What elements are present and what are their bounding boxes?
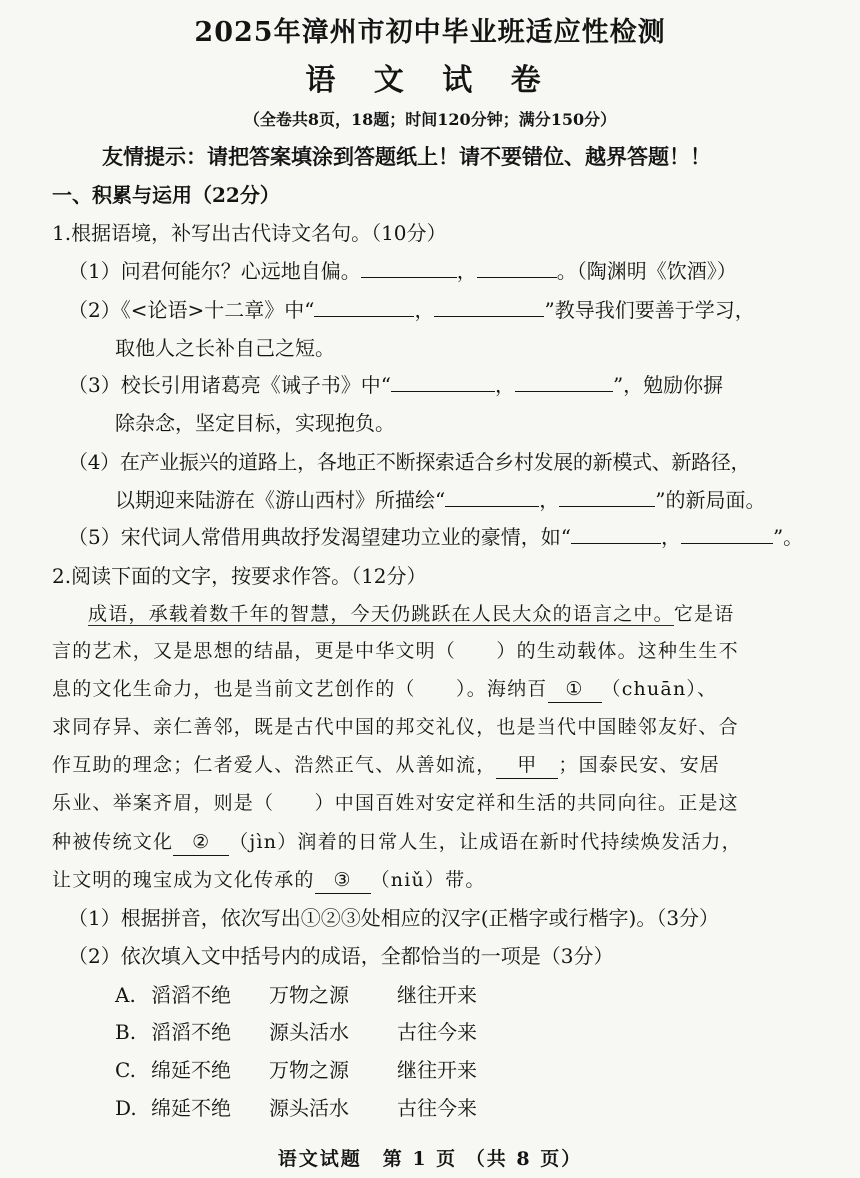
text: （5）宋代词人常借用典故抒发渴望建功立业的豪情，如“ — [68, 525, 571, 549]
text: ”，勉励你摒 — [612, 373, 724, 397]
passage-line-7 — [52, 829, 742, 856]
text: ；国泰民安、安居 — [558, 754, 721, 776]
option-label: B. — [115, 1020, 137, 1044]
passage-line-2: 言的艺术，又是思想的结晶，更是中华文明（ ）的生动载体。这种生生不 — [52, 640, 739, 662]
idiom-2: 源头活水 — [269, 1096, 349, 1120]
idiom-1: 滔滔不绝 — [151, 1020, 231, 1044]
option-label: D. — [115, 1096, 137, 1120]
idiom-2: 万物之源 — [269, 1058, 349, 1082]
idiom-3: 继往开来 — [397, 1058, 477, 1082]
option-label: C. — [115, 1058, 136, 1082]
page-footer: 语文试题 第 1 页 （共 8 页） — [277, 1148, 583, 1170]
text: （2）《<论语>十二章》中“ — [68, 298, 315, 322]
text: （niǔ）带。 — [370, 869, 486, 891]
q1-item-3 — [68, 372, 723, 398]
text: （1）问君何能尔？心远地自偏。 — [68, 259, 361, 283]
text: 种被传统文化 — [52, 831, 174, 853]
blank-marker-jia: 甲 — [496, 752, 558, 779]
passage-line-5 — [52, 752, 720, 779]
text: （jìn）润着的日常人生，让成语在新时代持续焕发活力， — [229, 831, 742, 853]
text: ”。 — [772, 525, 804, 549]
option-a — [115, 982, 477, 1008]
text: ， — [456, 259, 477, 283]
answer-blank — [571, 525, 661, 544]
text: ， — [414, 298, 435, 322]
answer-blank — [681, 525, 773, 544]
friendly-tip: 友情提示：请把答案填涂到答题纸上！请不要错位、越界答题！！ — [102, 144, 711, 169]
q2-sub-2: （2）依次填入文中括号内的成语，全都恰当的一项是（3分） — [68, 944, 614, 968]
text: ， — [494, 373, 515, 397]
text: 它是语 — [673, 603, 735, 625]
passage-line-6: 乐业、举案齐眉，则是（ ）中国百姓对安定祥和生活的共同向往。正是这 — [52, 792, 739, 814]
idiom-3: 古往今来 — [397, 1096, 477, 1120]
q1-item-3-cont: 除杂念，坚定目标，实现抱负。 — [115, 411, 395, 435]
underlined-sentence: 成语，承载着数千年的智慧，今天仍跳跃在人民大众的语言之中。 — [88, 603, 674, 625]
text: 。（陶渊明《饮酒》） — [556, 259, 737, 283]
blank-marker-3: ③ — [315, 867, 371, 894]
text: 让文明的瑰宝成为文化传承的 — [52, 869, 315, 891]
section-heading: 一、积累与运用（22分） — [52, 183, 280, 207]
q1-item-5 — [68, 524, 803, 550]
option-b — [115, 1019, 477, 1045]
blank-marker-2: ② — [173, 829, 229, 856]
text: 以期迎来陆游在《游山西村》所描绘“ — [115, 488, 446, 512]
idiom-1: 滔滔不绝 — [151, 983, 231, 1007]
exam-title: 2025年漳州市初中毕业班适应性检测 — [194, 17, 666, 48]
text: ， — [660, 525, 681, 549]
text: ”教导我们要善于学习， — [544, 298, 755, 322]
answer-blank — [445, 488, 539, 507]
text: 作互助的理念；仁者爱人、浩然正气、从善如流， — [52, 754, 497, 776]
passage-line-8 — [52, 867, 486, 894]
text: （3）校长引用诸葛亮《诫子书》中“ — [68, 373, 391, 397]
q1-item-1 — [68, 258, 737, 284]
idiom-2: 源头活水 — [269, 1020, 349, 1044]
option-label: A. — [115, 983, 136, 1007]
option-c — [115, 1057, 477, 1083]
q1-item-4: （4）在产业振兴的道路上，各地正不断探索适合乡村发展的新模式、新路径， — [68, 450, 751, 474]
text: 息的文化生命力，也是当前文艺创作的（ ）。海纳百 — [52, 678, 548, 700]
subject-title: 语 文 试 卷 — [305, 63, 555, 98]
answer-blank — [559, 488, 655, 507]
q2-sub-1: （1）根据拼音，依次写出①②③处相应的汉字(正楷字或行楷字)。（3分） — [68, 906, 720, 930]
answer-blank — [314, 298, 414, 317]
exam-info: （全卷共8页，18题；时间120分钟；满分150分） — [243, 110, 617, 129]
answer-blank — [515, 373, 613, 392]
answer-blank — [361, 259, 457, 278]
q1-item-4-cont — [115, 487, 765, 513]
q1-item-2-cont: 取他人之长补自己之短。 — [115, 336, 335, 360]
text: （chuān）、 — [601, 678, 718, 700]
idiom-3: 继往开来 — [397, 983, 477, 1007]
answer-blank — [434, 298, 544, 317]
text: ”的新局面。 — [655, 488, 766, 512]
idiom-1: 绵延不绝 — [151, 1058, 231, 1082]
q2-stem: 2.阅读下面的文字，按要求作答。（12分） — [52, 564, 427, 588]
idiom-3: 古往今来 — [397, 1020, 477, 1044]
passage-line-3 — [52, 676, 717, 703]
answer-blank — [391, 373, 495, 392]
text: ， — [539, 488, 560, 512]
blank-marker-1: ① — [548, 676, 602, 703]
passage-line-1 — [88, 601, 734, 627]
answer-blank — [477, 259, 557, 278]
idiom-1: 绵延不绝 — [151, 1096, 231, 1120]
option-d — [115, 1095, 477, 1121]
q1-stem: 1.根据语境，补写出古代诗文名句。（10分） — [52, 221, 447, 245]
q1-item-2 — [68, 297, 755, 323]
passage-line-4: 求同存异、亲仁善邻，既是古代中国的邦交礼仪，也是当代中国睦邻友好、合 — [52, 716, 739, 738]
idiom-2: 万物之源 — [269, 983, 349, 1007]
